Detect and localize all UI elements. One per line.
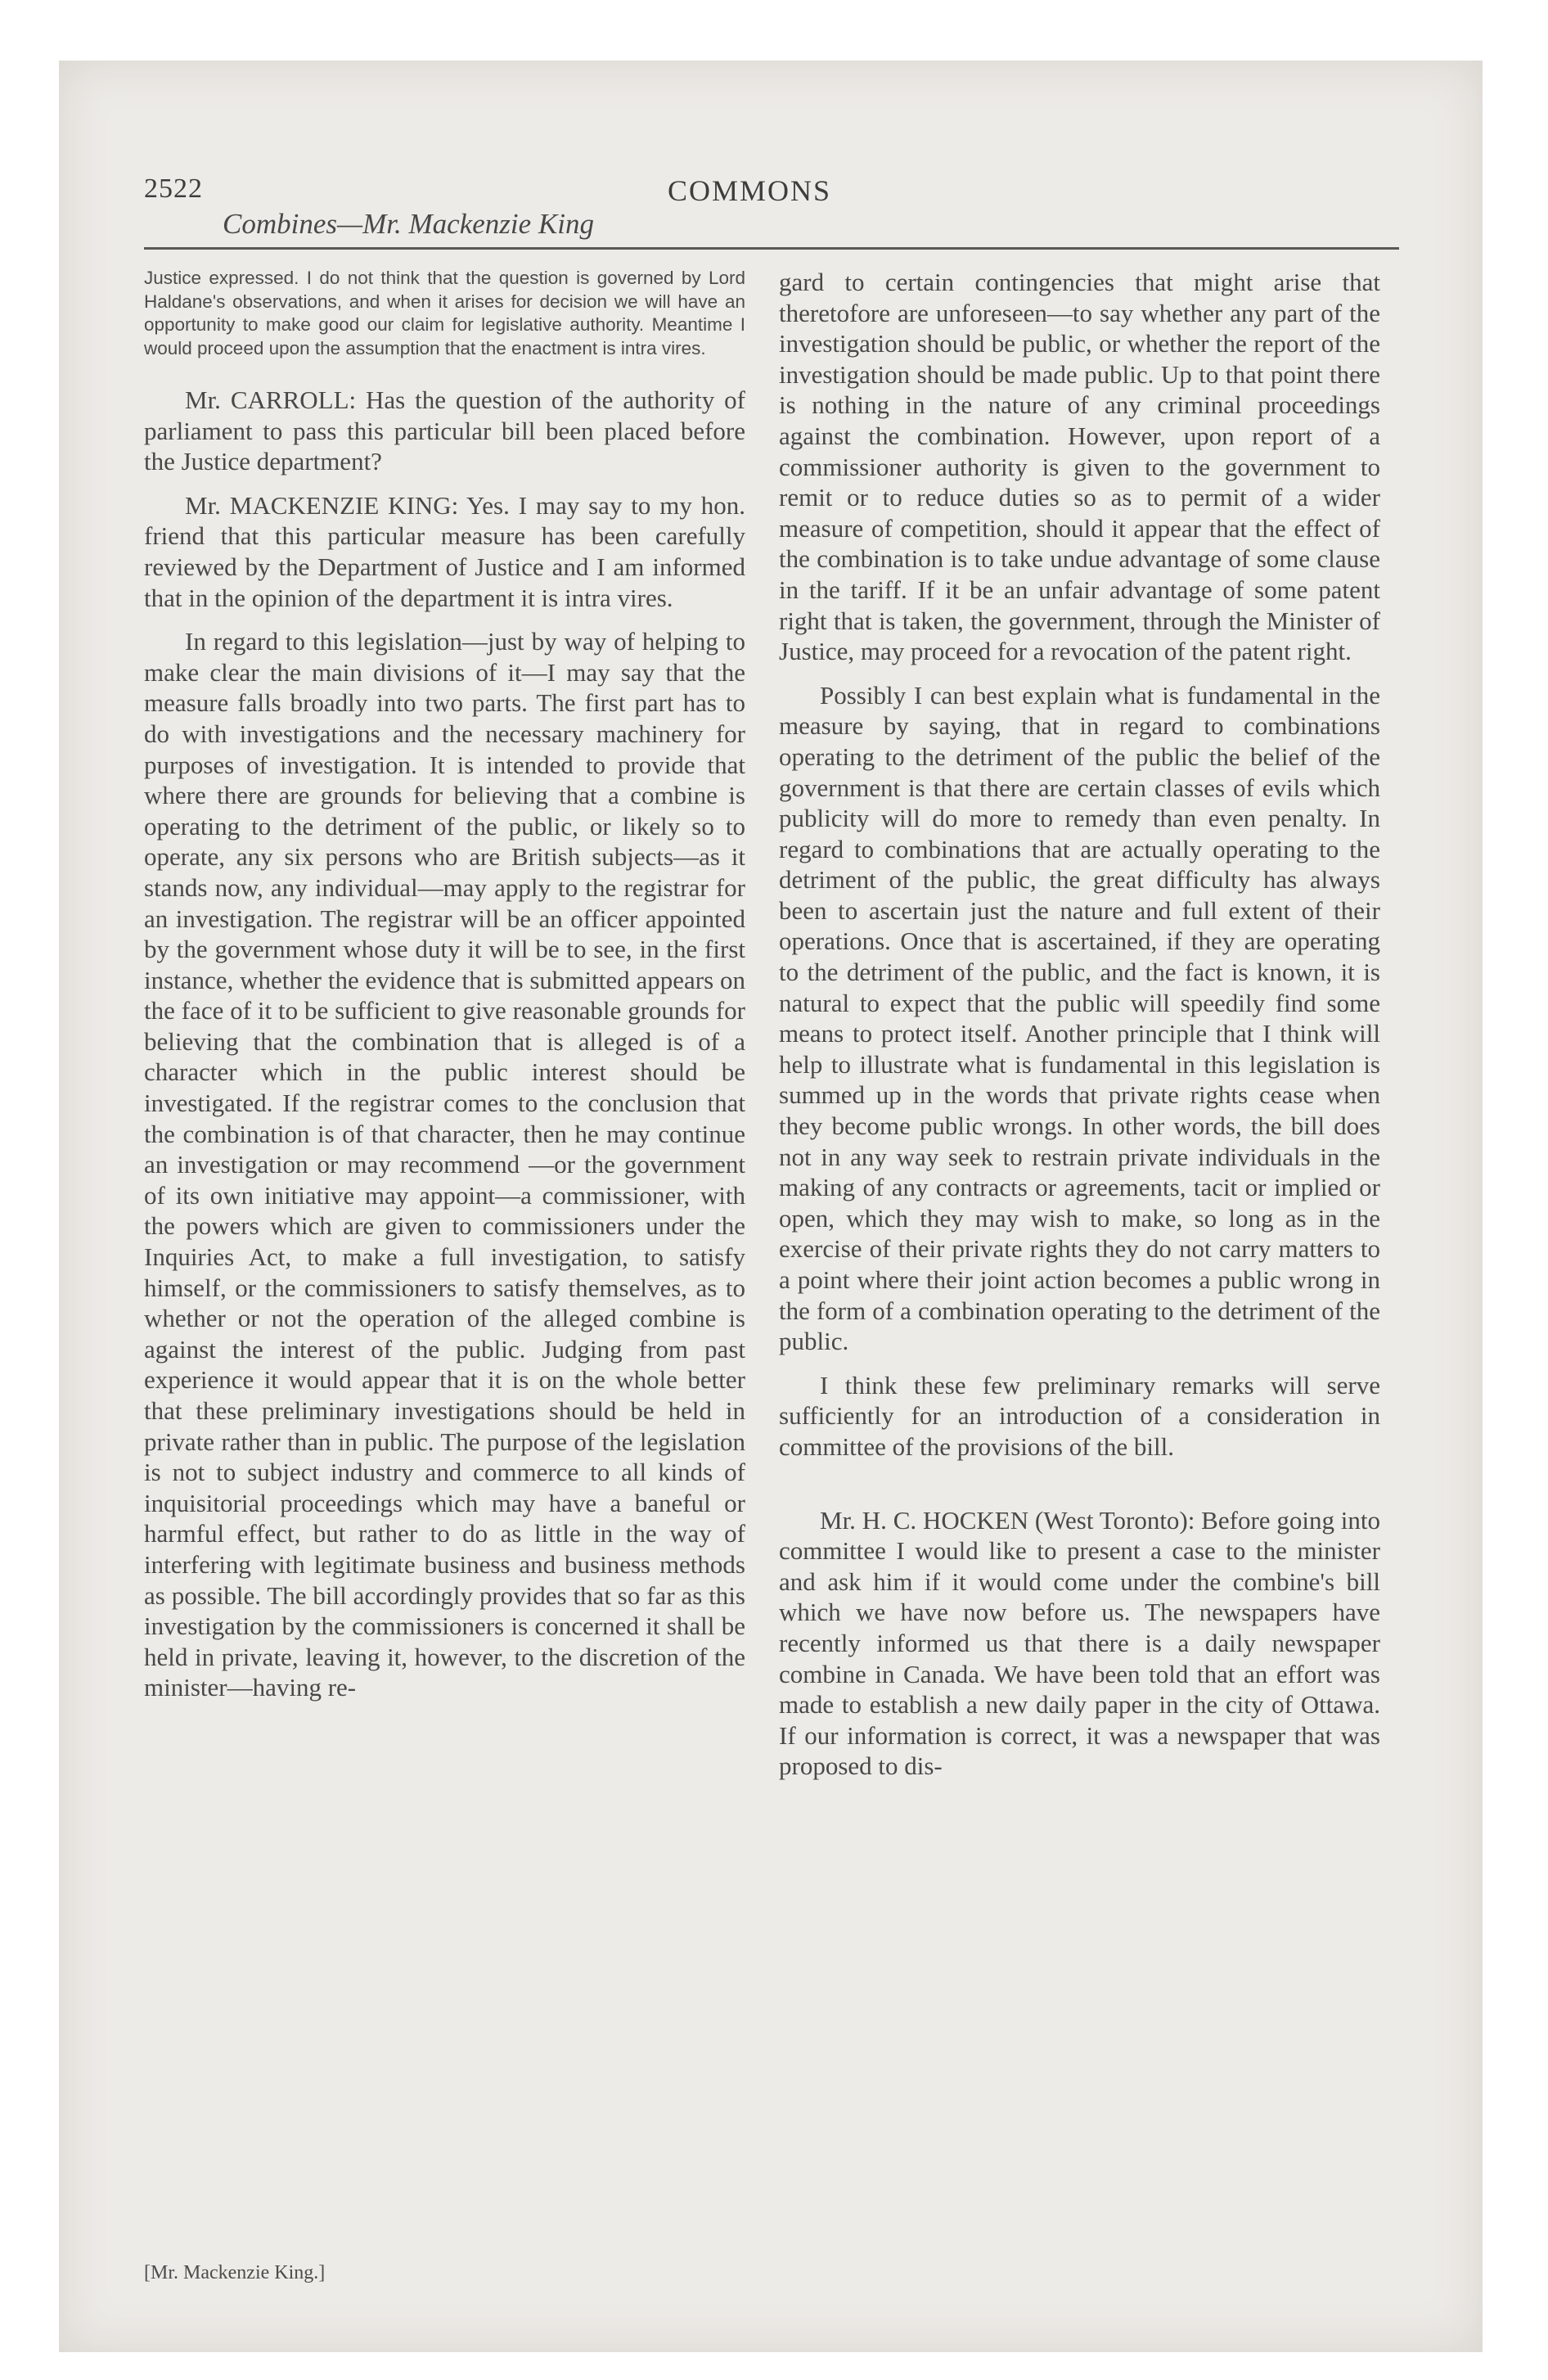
fundamental-principle-paragraph: Possibly I can best explain what is fundamental in the measure by saying, that in regard to combinations operating to the detriment of the public the belief of the government is that there are certain classes of evils which publicity will do more to remedy than even penalty. In regard to combinations that are actually operating to the detriment of the public, the great difficulty has always been to ascertain just the nature and full extent of their operations. Once that is ascertained, if they are operating to the detriment of the public, and the fact is known, it is natural to expect that the public will speedily find some means to protect itself. Another principle that I think will help to illustrate what is fundamental in this legislation is summed up in the words that private rights cease when they become public wrongs. In other words, the bill does not in any way seek to restrain private individuals in the making of any contracts or agreements, tacit or implied or open, which they may wish to make, so long as in the exercise of their private rights they do not carry matters to a point where their joint action becomes a public wrong in the form of a combination operating to the detriment of the public. bbox=[779, 680, 1380, 1356]
page-number: 2522 bbox=[144, 174, 203, 204]
king-reply-paragraph: Mr. MACKENZIE KING: Yes. I may say to my hon. friend that this particular measure has been carefully reviewed by the Department of Justice and I am informed that in the opinion of the department it is intra vires. bbox=[144, 490, 745, 612]
right-column bbox=[779, 267, 1380, 1795]
speaker-footer-note: [Mr. Mackenzie King.] bbox=[144, 2262, 326, 2283]
preliminary-remarks-paragraph: I think these few preliminary remarks will serve sufficiently for an introduction of a consideration in committee of the provisions of the bill. bbox=[779, 1370, 1380, 1461]
header-rule bbox=[144, 247, 1399, 250]
section-title: COMMONS bbox=[668, 174, 832, 207]
left-column bbox=[144, 267, 745, 1716]
running-head: Combines—Mr. Mackenzie King bbox=[223, 208, 594, 240]
carroll-question-paragraph: Mr. CARROLL: Has the question of the authority of parliament to pass this particular bill been placed before the Justice department? bbox=[144, 385, 745, 476]
page-header bbox=[144, 174, 1396, 252]
hocken-question-paragraph: Mr. H. C. HOCKEN (West Toronto): Before going into committee I would like to present a case to the minister and ask him if it would come under the combine's bill which we have now before us. The newspapers have recently informed us that there is a daily newspaper combine in Canada. We have been told that an effort was made to establish a new daily paper in the city of Ottawa. If our information is correct, it was a newspaper that was proposed to dis- bbox=[779, 1505, 1380, 1781]
legislation-explanation-paragraph: In regard to this legislation—just by way of helping to make clear the main divisions of it—I may say that the measure falls broadly into two parts. The first part has to do with investigations and the necessary machinery for purposes of investigation. It is intended to provide that where there are grounds for believing that a combine is operating to the detriment of the public, or likely so to operate, any six persons who are British subjects—as it stands now, any individual—may apply to the registrar for an investigation. The registrar will be an officer appointed by the government whose duty it will be to see, in the first instance, whether the evidence that is submitted appears on the face of it to be sufficient to give reasonable grounds for believing that the combination that is alleged is of a character which in the public interest should be investigated. If the registrar comes to the conclusion that the combination is of that character, then he may continue an investigation or may recommend —or the government of its own initiative may appoint—a commissioner, with the powers which are given to commissioners under the Inquiries Act, to make a full investigation, to satisfy himself, or the commissioners to satisfy themselves, as to whether or not the operation of the alleged combine is against the interest of the public. Judging from past experience it would appear that it is on the whole better that these preliminary investigations should be held in private rather than in public. The purpose of the legislation is not to subject industry and commerce to all kinds of inquisitorial proceedings which may have a baneful or harmful effect, but rather to do as little in the way of interfering with legitimate business and business methods as possible. The bill accordingly provides that so far as this investigation by the commissioners is concerned it shall be held in private, leaving it, however, to the discretion of the minister—having re- bbox=[144, 627, 745, 1702]
quoted-intro-paragraph: Justice expressed. I do not think that the question is governed by Lord Haldane's observations, and when it arises for decision we will have an opportunity to make good our claim for legislative authority. Meantime I would proceed upon the assumption that the enactment is intra vires. bbox=[144, 268, 745, 358]
continuation-paragraph: gard to certain contingencies that might arise that theretofore are unforeseen—to say whether any part of the investigation should be public, or whether the report of the investigation should be made public. Up to that point there is nothing in the nature of any criminal proceedings against the combination. However, upon report of a commissioner authority is given to the government to remit or to reduce duties so as to permit of a wider measure of competition, should it appear that the effect of the combination is to take undue advantage of some clause in the tariff. If it be an unfair advantage of some patent right that is taken, the government, through the Minister of Justice, may proceed for a revocation of the patent right. bbox=[779, 268, 1380, 666]
